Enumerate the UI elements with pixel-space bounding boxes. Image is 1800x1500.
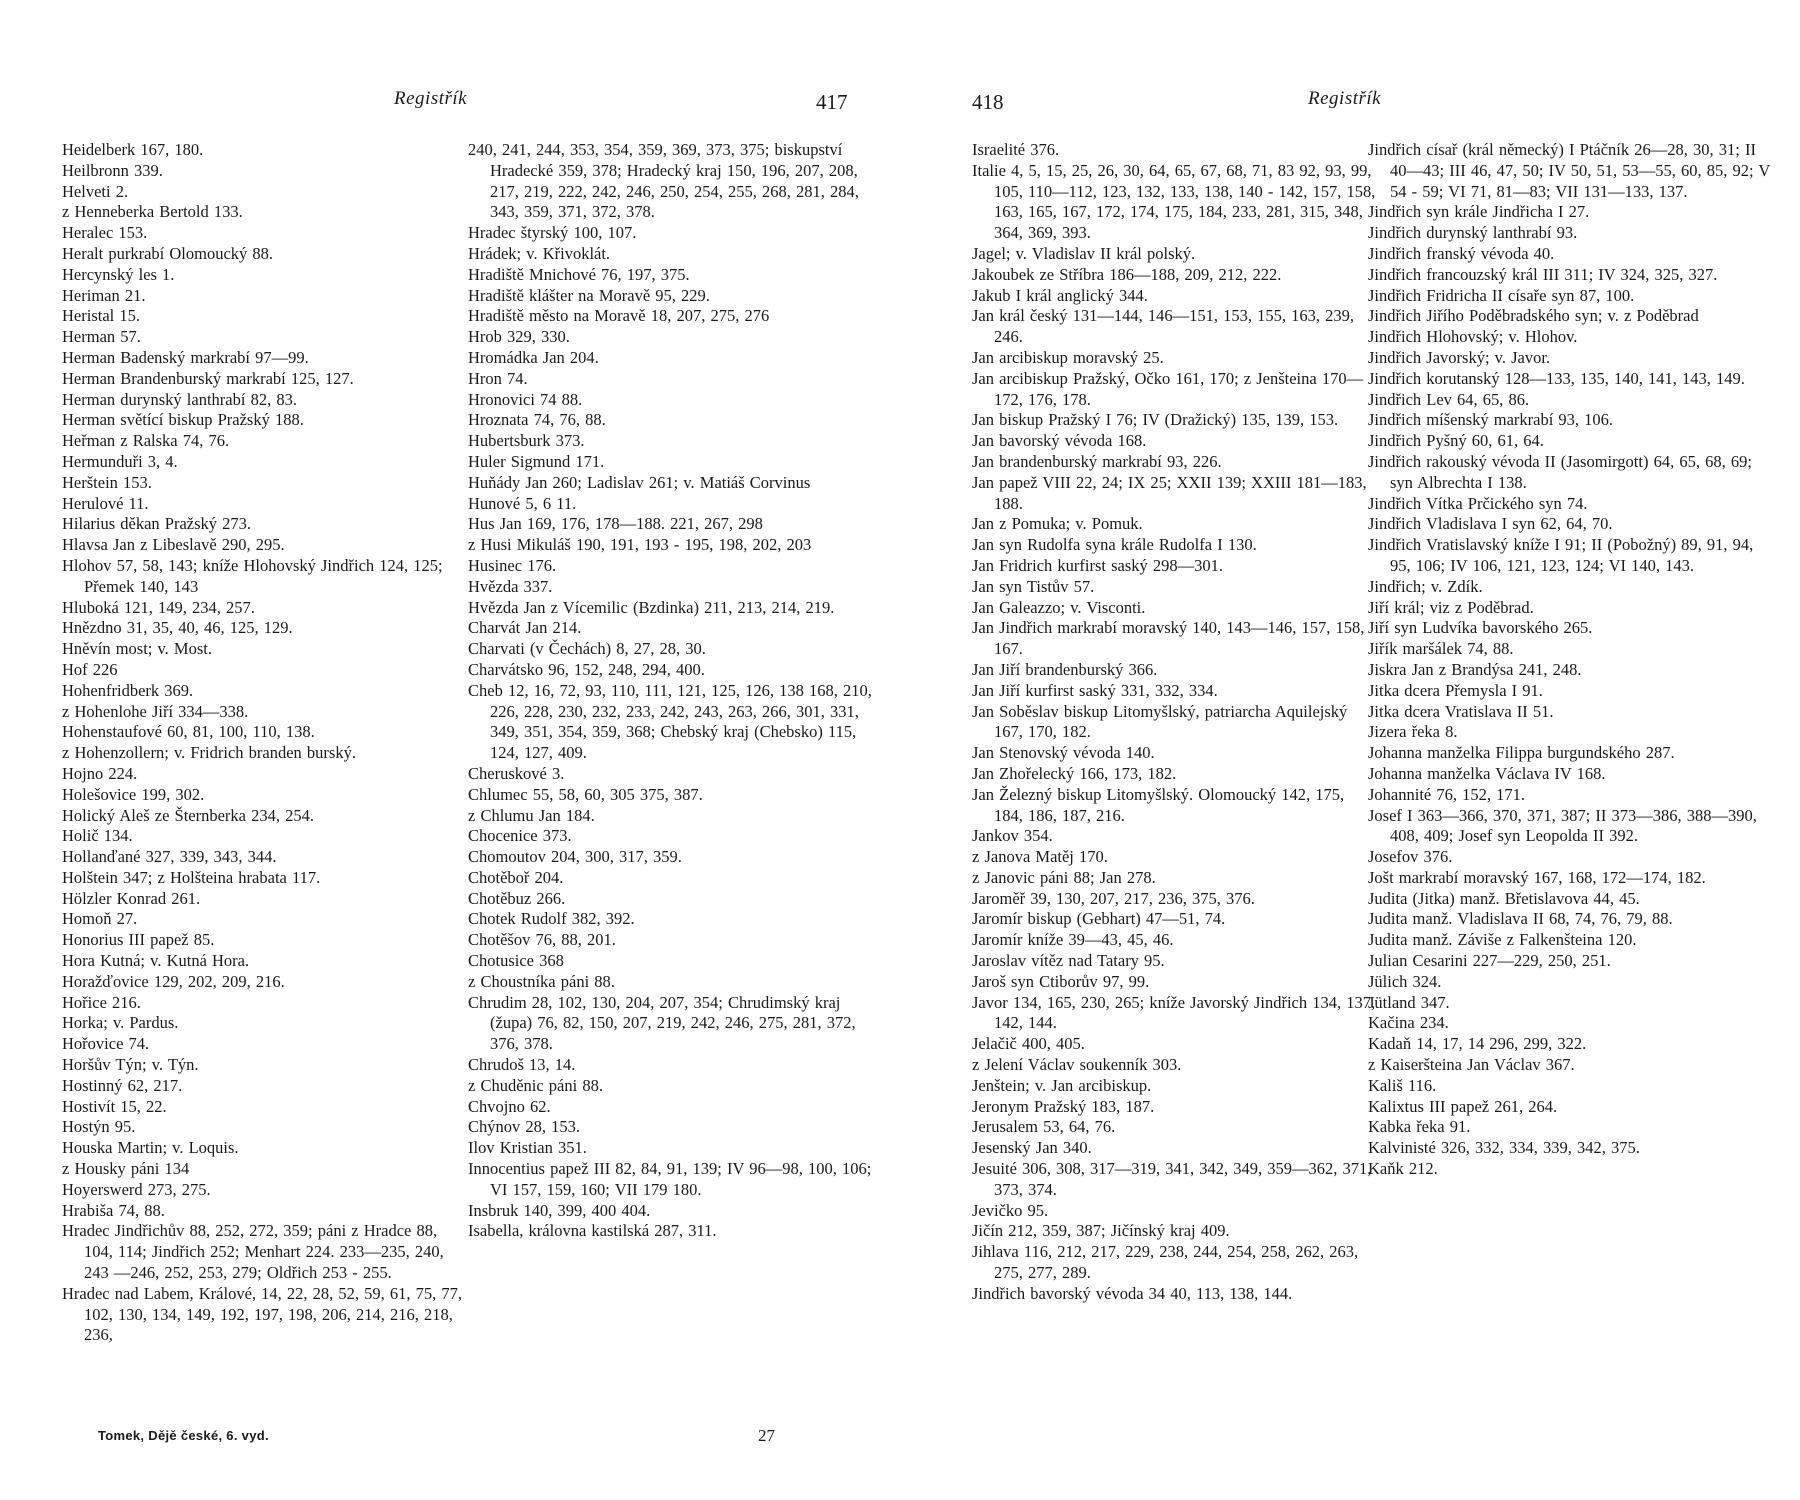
- index-entry: Jitka dcera Vratislava II 51.: [1368, 701, 1554, 721]
- index-entry: Hermunduři 3, 4.: [62, 451, 178, 471]
- index-entry: Herman světící biskup Pražský 188.: [62, 410, 304, 430]
- index-entry: Holický Aleš ze Šternberka 234, 254.: [62, 805, 314, 825]
- index-entry: Hluboká 121, 149, 234, 257.: [62, 597, 255, 617]
- index-column-1: [62, 140, 466, 1346]
- index-entry: Isabella, královna kastilská 287, 311.: [468, 1221, 717, 1241]
- index-entry: Houska Martin; v. Loquis.: [62, 1138, 239, 1158]
- index-entry: Jihlava 116, 212, 217, 229, 238, 244, 254, 258, 262, 263, 275, 277, 289.: [972, 1242, 1359, 1283]
- index-entry: Horšův Týn; v. Týn.: [62, 1055, 199, 1075]
- running-header-title: Registřík: [1308, 88, 1382, 109]
- index-entry: Holešovice 199, 302.: [62, 784, 205, 804]
- page-number: 418: [972, 90, 1004, 114]
- index-entry: Jindřich Pyšný 60, 61, 64.: [1368, 431, 1544, 451]
- printer-signature: Tomek, Dějě české, 6. vyd.: [98, 1428, 269, 1443]
- index-entry: Judita (Jitka) manž. Břetislavova 44, 45.: [1368, 888, 1640, 908]
- index-entry: Hostinný 62, 217.: [62, 1075, 183, 1095]
- index-entry: Jičín 212, 359, 387; Jičínský kraj 409.: [972, 1221, 1230, 1241]
- index-entry: Heřman z Ralska 74, 76.: [62, 431, 230, 451]
- index-entry: Heristal 15.: [62, 306, 140, 326]
- index-entry: Javor 134, 165, 230, 265; kníže Javorský Jindřich 134, 137, 142, 144.: [972, 992, 1376, 1033]
- index-entry: Hercynský les 1.: [62, 264, 175, 284]
- index-entry: Charvátsko 96, 152, 248, 294, 400.: [468, 659, 705, 679]
- index-entry: Kalvinisté 326, 332, 334, 339, 342, 375.: [1368, 1138, 1640, 1158]
- index-entry: Kališ 116.: [1368, 1075, 1437, 1095]
- index-entry: Horka; v. Pardus.: [62, 1013, 179, 1033]
- index-entry: Heralt purkrabí Olomoucký 88.: [62, 243, 274, 263]
- index-entry: Jan Fridrich kurfirst saský 298—301.: [972, 555, 1224, 575]
- index-entry: Jan Jindřich markrabí moravský 140, 143—146, 157, 158, 167.: [972, 618, 1365, 659]
- index-entry: Heralec 153.: [62, 223, 148, 243]
- index-entry: Jiřík maršálek 74, 88.: [1368, 639, 1514, 659]
- index-entry: Jošt markrabí moravský 167, 168, 172—174, 182.: [1368, 867, 1706, 887]
- index-entry: Jesuité 306, 308, 317—319, 341, 342, 349, 359—362, 371, 373, 374.: [972, 1159, 1372, 1199]
- index-entry: Jan syn Rudolfa syna krále Rudolfa I 130.: [972, 535, 1257, 555]
- index-entry: Horažďovice 129, 202, 209, 216.: [62, 971, 285, 991]
- index-entry: Helveti 2.: [62, 181, 129, 201]
- index-entry: Husinec 176.: [468, 555, 557, 575]
- index-entry: Jakoubek ze Stříbra 186—188, 209, 212, 222.: [972, 264, 1282, 284]
- running-header-title: Registřík: [394, 88, 468, 109]
- index-entry: Heilbronn 339.: [62, 160, 163, 180]
- index-entry: Hradiště klášter na Moravě 95, 229.: [468, 285, 710, 305]
- index-entry: Jan Zhořelecký 166, 173, 182.: [972, 763, 1177, 783]
- index-entry: Kabka řeka 91.: [1368, 1117, 1471, 1137]
- index-entry: Hunové 5, 6 11.: [468, 493, 577, 513]
- index-entry: Chotek Rudolf 382, 392.: [468, 909, 635, 929]
- index-entry: Jindřich francouzský král III 311; IV 324, 325, 327.: [1368, 264, 1718, 284]
- index-entry: z Kaiseršteina Jan Václav 367.: [1368, 1055, 1575, 1075]
- index-entry: Jiří syn Ludvíka bavorského 265.: [1368, 618, 1593, 638]
- index-entry: Julian Cesarini 227—229, 250, 251.: [1368, 951, 1611, 971]
- index-entry: Jakub I král anglický 344.: [972, 285, 1148, 305]
- index-entry: Jindřich Fridricha II císaře syn 87, 100.: [1368, 285, 1635, 305]
- index-entry: Jindřich míšenský markrabí 93, 106.: [1368, 410, 1614, 430]
- index-entry: Hradec štyrský 100, 107.: [468, 223, 637, 243]
- index-entry: Jan brandenburský markrabí 93, 226.: [972, 451, 1222, 471]
- index-entry: Johannité 76, 152, 171.: [1368, 784, 1525, 804]
- index-entry: Hojno 224.: [62, 763, 138, 783]
- index-entry: Chotěboř 204.: [468, 867, 564, 887]
- index-entry: Holštein 347; z Holšteina hrabata 117.: [62, 867, 321, 887]
- index-entry: Hořovice 74.: [62, 1034, 150, 1054]
- index-entry: Jan z Pomuka; v. Pomuk.: [972, 514, 1143, 534]
- index-entry: Innocentius papež III 82, 84, 91, 139; IV 96—98, 100, 106; VI 157, 159, 160; VII 179 180.: [468, 1159, 872, 1199]
- index-entry: Judita manž. Vladislava II 68, 74, 76, 79, 88.: [1368, 909, 1673, 929]
- index-entry: Hradiště Mnichové 76, 197, 375.: [468, 264, 690, 284]
- index-column-1: [972, 140, 1376, 1305]
- index-entry: Chomoutov 204, 300, 317, 359.: [468, 847, 682, 867]
- index-entry: Chocenice 373.: [468, 826, 572, 846]
- index-entry: Herman Brandenburský markrabí 125, 127.: [62, 368, 354, 388]
- index-entry: z Hohenzollern; v. Fridrich branden burský.: [62, 743, 356, 763]
- index-entry: Jindřich císař (král německý) I Ptáčník 26—28, 30, 31; II 40—43; III 46, 47, 50; IV 50, 51, 53—55, 60, 85, 92; V 54 - 59; VI 71, 81—83; VII 131—133, 137.: [1368, 140, 1771, 201]
- index-entry: Chotusice 368: [468, 951, 564, 971]
- index-entry: Hostýn 95.: [62, 1117, 136, 1137]
- index-entry: Hvězda Jan z Vícemilic (Bzdinka) 211, 213, 214, 219.: [468, 597, 835, 617]
- index-entry: z Husi Mikuláš 190, 191, 193 - 195, 198, 202, 203: [468, 535, 812, 555]
- index-entry: Jindřich Vítka Prčického syn 74.: [1368, 493, 1588, 513]
- index-entry: Jan syn Tistův 57.: [972, 576, 1095, 596]
- index-entry: Hrádek; v. Křivoklát.: [468, 243, 611, 263]
- index-entry: Jan arcibiskup Pražský, Očko 161, 170; z Jenšteina 170—172, 176, 178.: [972, 368, 1364, 409]
- index-entry: Jenštein; v. Jan arcibiskup.: [972, 1075, 1152, 1095]
- index-entry: Hrob 329, 330.: [468, 327, 570, 347]
- index-entry: Jan král český 131—144, 146—151, 153, 155, 163, 239, 246.: [972, 306, 1354, 347]
- index-entry: Insbruk 140, 399, 400 404.: [468, 1200, 651, 1220]
- index-entry: Jankov 354.: [972, 826, 1053, 846]
- index-entry: Jizera řeka 8.: [1368, 722, 1458, 742]
- index-entry: Hilarius děkan Pražský 273.: [62, 514, 252, 534]
- index-entry: z Choustníka páni 88.: [468, 971, 615, 991]
- index-entry: z Janovic páni 88; Jan 278.: [972, 867, 1156, 887]
- index-entry: Chotěšov 76, 88, 201.: [468, 930, 616, 950]
- index-entry: Jiří král; viz z Poděbrad.: [1368, 597, 1534, 617]
- index-entry: Hus Jan 169, 176, 178—188. 221, 267, 298: [468, 514, 763, 534]
- index-entry: Hvězda 337.: [468, 576, 553, 596]
- index-column-2: [1368, 140, 1772, 1180]
- index-entry: Herman durynský lanthrabí 82, 83.: [62, 389, 297, 409]
- index-entry: Jülich 324.: [1368, 971, 1442, 991]
- index-entry: Kačina 234.: [1368, 1013, 1449, 1033]
- index-entry: Herman 57.: [62, 327, 141, 347]
- index-entry: Johanna manželka Václava IV 168.: [1368, 763, 1606, 783]
- index-entry: Jindřich bavorský vévoda 34 40, 113, 138, 144.: [972, 1283, 1293, 1303]
- index-entry: Herštein 153.: [62, 472, 152, 492]
- index-entry: Jan bavorský vévoda 168.: [972, 431, 1147, 451]
- index-entry: Hubertsburk 373.: [468, 431, 585, 451]
- index-entry: z Henneberka Bertold 133.: [62, 202, 243, 222]
- index-entry: z Housky páni 134: [62, 1159, 190, 1179]
- index-entry: Jan arcibiskup moravský 25.: [972, 347, 1164, 367]
- index-entry: Jindřich franský vévoda 40.: [1368, 243, 1555, 263]
- index-entry: Huňády Jan 260; Ladislav 261; v. Matiáš Corvinus: [468, 472, 811, 492]
- index-entry: Jeronym Pražský 183, 187.: [972, 1096, 1155, 1116]
- index-entry: Hoyerswerd 273, 275.: [62, 1179, 211, 1199]
- index-entry: z Jelení Václav soukenník 303.: [972, 1055, 1182, 1075]
- index-entry: Hlavsa Jan z Libeslavě 290, 295.: [62, 535, 285, 555]
- index-entry: Jindřich Javorský; v. Javor.: [1368, 347, 1551, 367]
- index-entry: Israelité 376.: [972, 140, 1060, 159]
- index-entry: Jütland 347.: [1368, 992, 1450, 1012]
- index-entry: Cheruskové 3.: [468, 763, 565, 783]
- index-entry: Jagel; v. Vladislav II král polský.: [972, 243, 1196, 263]
- index-entry: Jan Jiří brandenburský 366.: [972, 659, 1158, 679]
- index-entry: Kadaň 14, 17, 14 296, 299, 322.: [1368, 1034, 1587, 1054]
- index-entry: Jan biskup Pražský I 76; IV (Dražický) 135, 139, 153.: [972, 410, 1339, 430]
- index-entry: Jesenský Jan 340.: [972, 1138, 1092, 1158]
- index-entry: Hostivít 15, 22.: [62, 1096, 167, 1116]
- index-entry: Jan Železný biskup Litomyšlský. Olomoucký 142, 175, 184, 186, 187, 216.: [972, 784, 1345, 825]
- index-entry: Charvát Jan 214.: [468, 618, 582, 638]
- index-entry: Jaroš syn Ctiborův 97, 99.: [972, 971, 1150, 991]
- sheet-number: 27: [758, 1426, 775, 1445]
- index-entry: Jindřich durynský lanthrabí 93.: [1368, 223, 1578, 243]
- index-entry: Hořice 216.: [62, 992, 141, 1012]
- index-entry: Hof 226: [62, 659, 118, 679]
- index-entry: Jitka dcera Přemysla I 91.: [1368, 680, 1543, 700]
- index-entry: z Chlumu Jan 184.: [468, 805, 595, 825]
- index-entry: Jindřich Jiřího Poděbradského syn; v. z Poděbrad: [1368, 306, 1699, 326]
- index-entry: Hohenstaufové 60, 81, 100, 110, 138.: [62, 722, 315, 742]
- index-entry: Chotěbuz 266.: [468, 888, 566, 908]
- index-entry: Hollanďané 327, 339, 343, 344.: [62, 847, 277, 867]
- index-entry: Jaroslav vítěz nad Tatary 95.: [972, 951, 1165, 971]
- index-entry: Jaromír biskup (Gebhart) 47—51, 74.: [972, 909, 1226, 929]
- index-entry: Hroznata 74, 76, 88.: [468, 410, 606, 430]
- index-entry: Herman Badenský markrabí 97—99.: [62, 347, 309, 367]
- index-entry: z Hohenlohe Jiří 334—338.: [62, 701, 249, 721]
- index-entry: Ilov Kristian 351.: [468, 1138, 587, 1158]
- index-entry: Hradec nad Labem, Králové, 14, 22, 28, 52, 59, 61, 75, 77, 102, 130, 134, 149, 192, 197, 198, 206, 214, 216, 218, 236,: [62, 1283, 463, 1345]
- index-entry: Jan Soběslav biskup Litomyšlský, patriarcha Aquilejský 167, 170, 182.: [972, 701, 1348, 742]
- index-entry: Jindřich Hlohovský; v. Hlohov.: [1368, 327, 1578, 347]
- index-entry: Holič 134.: [62, 826, 133, 846]
- index-entry: Jan Galeazzo; v. Visconti.: [972, 597, 1146, 617]
- index-entry: Johanna manželka Filippa burgundského 287.: [1368, 743, 1675, 763]
- index-entry: Kalixtus III papež 261, 264.: [1368, 1096, 1558, 1116]
- index-entry: Chrudim 28, 102, 130, 204, 207, 354; Chrudimský kraj (župa) 76, 82, 150, 207, 219, 242, 246, 275, 281, 372, 376, 378.: [468, 992, 856, 1054]
- index-entry: Heidelberk 167, 180.: [62, 140, 204, 159]
- index-entry: Hronovici 74 88.: [468, 389, 583, 409]
- index-entry: Hron 74.: [468, 368, 528, 388]
- index-entry: Cheb 12, 16, 72, 93, 110, 111, 121, 125, 126, 138 168, 210, 226, 228, 230, 232, 233, 242, 243, 263, 266, 301, 331, 349, 351, 354, 359, 368; Chebský kraj (Chebsko) 115, 124, 127, 409.: [468, 680, 872, 763]
- index-entry: Huler Sigmund 171.: [468, 451, 605, 471]
- index-entry: Jan papež VIII 22, 24; IX 25; XXII 139; XXIII 181—183, 188.: [972, 472, 1367, 513]
- index-entry: Jan Jiří kurfirst saský 331, 332, 334.: [972, 680, 1218, 700]
- index-entry: Jindřich Vladislava I syn 62, 64, 70.: [1368, 514, 1613, 534]
- index-entry: Kaňk 212.: [1368, 1159, 1438, 1179]
- index-entry: z Janova Matěj 170.: [972, 847, 1108, 867]
- index-entry: Josefov 376.: [1368, 847, 1453, 867]
- index-entry: Hrabiša 74, 88.: [62, 1200, 165, 1220]
- index-entry: 240, 241, 244, 353, 354, 359, 369, 373, 375; biskupství Hradecké 359, 378; Hradecký kraj 150, 196, 207, 208, 217, 219, 222, 242, 246, 250, 254, 255, 268, 281, 284, 343, 359, 371, 372, 378.: [468, 140, 859, 222]
- right-page: [900, 0, 1800, 1500]
- index-entry: Judita manž. Záviše z Falkenšteina 120.: [1368, 930, 1637, 950]
- index-entry: Hněvín most; v. Most.: [62, 639, 212, 659]
- index-entry: Chvojno 62.: [468, 1096, 551, 1116]
- page-number: 417: [816, 90, 848, 114]
- index-entry: Hora Kutná; v. Kutná Hora.: [62, 951, 250, 971]
- index-entry: Jindřich korutanský 128—133, 135, 140, 141, 143, 149.: [1368, 368, 1745, 388]
- index-entry: Jindřich syn krále Jindřicha I 27.: [1368, 202, 1590, 222]
- index-entry: Jaromír kníže 39—43, 45, 46.: [972, 930, 1174, 950]
- index-entry: Charvati (v Čechách) 8, 27, 28, 30.: [468, 639, 706, 659]
- index-entry: Hohenfridberk 369.: [62, 680, 194, 700]
- index-entry: Jindřich rakouský vévoda II (Jasomirgott) 64, 65, 68, 69; syn Albrechta I 138.: [1368, 451, 1752, 492]
- index-entry: Hlohov 57, 58, 143; kníže Hlohovský Jindřich 124, 125; Přemek 140, 143: [62, 555, 443, 596]
- index-entry: Hradiště město na Moravě 18, 207, 275, 276: [468, 306, 770, 326]
- index-entry: Jevičko 95.: [972, 1200, 1049, 1220]
- index-entry: Jaroměř 39, 130, 207, 217, 236, 375, 376.: [972, 888, 1255, 908]
- index-entry: Hnězdno 31, 35, 40, 46, 125, 129.: [62, 618, 293, 638]
- index-entry: Jindřich Vratislavský kníže I 91; II (Pobožný) 89, 91, 94, 95, 106; IV 106, 121, 123, 124; VI 140, 143.: [1368, 535, 1754, 575]
- index-entry: Herulové 11.: [62, 493, 149, 513]
- index-entry: Chrudoš 13, 14.: [468, 1055, 576, 1075]
- index-entry: Chlumec 55, 58, 60, 305 375, 387.: [468, 784, 703, 804]
- index-entry: Jiskra Jan z Brandýsa 241, 248.: [1368, 659, 1582, 679]
- index-entry: Hromádka Jan 204.: [468, 347, 599, 367]
- index-entry: Chýnov 28, 153.: [468, 1117, 581, 1137]
- index-column-2: [468, 140, 872, 1242]
- index-entry: z Chuděnic páni 88.: [468, 1075, 603, 1095]
- index-entry: Hradec Jindřichův 88, 252, 272, 359; páni z Hradce 88, 104, 114; Jindřich 252; Menhart 224. 233—235, 240, 243 —246, 252, 253, 279; Oldřich 253 - 255.: [62, 1221, 444, 1283]
- index-entry: Jindřich Lev 64, 65, 86.: [1368, 389, 1530, 409]
- index-entry: Jan Stenovský vévoda 140.: [972, 743, 1155, 763]
- index-entry: Jerusalem 53, 64, 76.: [972, 1117, 1116, 1137]
- index-entry: Heriman 21.: [62, 285, 146, 305]
- index-entry: Jindřich; v. Zdík.: [1368, 576, 1483, 596]
- index-entry: Italie 4, 5, 15, 25, 26, 30, 64, 65, 67, 68, 71, 83 92, 93, 99, 105, 110—112, 123, 132, 133, 138, 140 - 142, 157, 158, 163, 165, 167, 172, 174, 175, 184, 233, 281, 315, 348, 364, 369, 393.: [972, 160, 1376, 243]
- index-entry: Josef I 363—366, 370, 371, 387; II 373—386, 388—390, 408, 409; Josef syn Leopolda II 392.: [1368, 805, 1757, 846]
- index-entry: Jelačič 400, 405.: [972, 1034, 1085, 1054]
- index-entry: Homoň 27.: [62, 909, 138, 929]
- index-entry: Hölzler Konrad 261.: [62, 888, 201, 908]
- index-entry: Honorius III papež 85.: [62, 930, 215, 950]
